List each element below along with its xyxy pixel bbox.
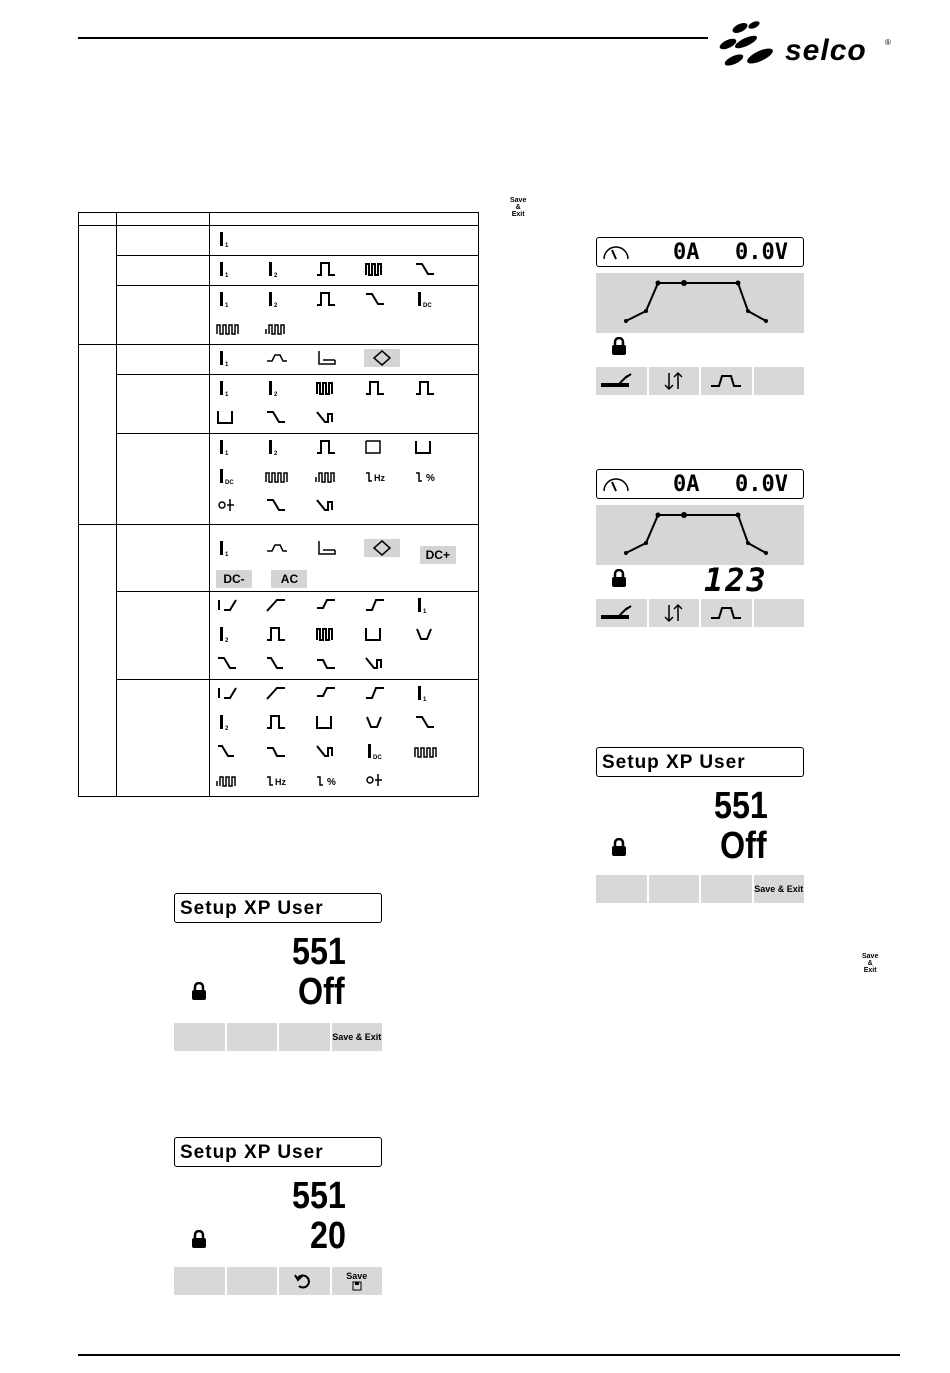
idc-icon (364, 742, 394, 760)
svg-text:%: % (326, 777, 336, 788)
softkey-3[interactable] (279, 1023, 332, 1051)
svg-text:1: 1 (225, 362, 229, 367)
softkey-1[interactable] (174, 1267, 227, 1295)
pulse-shape-icon (709, 604, 743, 622)
pulse-a-icon (414, 438, 444, 456)
slope-down-icon (265, 408, 295, 426)
pre-gas-icon (216, 596, 246, 614)
post-gas-icon (315, 742, 345, 760)
slope-down-icon (364, 290, 394, 308)
screen-title: Setup XP User (174, 893, 382, 923)
idc-icon (216, 467, 246, 485)
dc-plus-badge: DC+ (420, 546, 456, 564)
current-i2-icon (216, 713, 246, 731)
pulse-shape-icon (709, 372, 743, 390)
welding-torch-icon (599, 372, 643, 390)
pulse-pct-icon (414, 379, 444, 397)
start-pulse-train-icon (315, 467, 345, 485)
lock-icon (190, 1230, 208, 1248)
lock-icon (610, 838, 628, 856)
softkey-bar (174, 1267, 382, 1295)
up-down-button[interactable] (649, 367, 702, 395)
softkey-2[interactable] (227, 1023, 280, 1051)
pulse-fast-icon (315, 379, 345, 397)
pulse-hz-icon (265, 713, 295, 731)
meter-header (596, 469, 804, 499)
parameter-number: 551 (714, 785, 768, 827)
post-gas-icon (315, 408, 345, 426)
pulse-mode-button[interactable] (701, 367, 754, 395)
header-rule (78, 37, 708, 39)
current-i2-icon (265, 260, 295, 278)
percent-icon (414, 467, 444, 485)
start-slope2-icon (364, 596, 394, 614)
pulse-a-icon (364, 625, 394, 643)
current-readout: 0A (673, 240, 700, 265)
electrode-icon (364, 771, 394, 789)
start-slope-icon (315, 596, 345, 614)
undo-button[interactable] (279, 1267, 332, 1295)
pulse-hz-icon (315, 260, 345, 278)
post-gas-icon (315, 496, 345, 514)
welding-torch-icon (599, 604, 643, 622)
softkey-4[interactable] (754, 599, 805, 627)
save-button[interactable] (332, 1267, 383, 1295)
current-i1-icon (216, 230, 246, 248)
svg-text:1: 1 (422, 697, 427, 702)
svg-text:2: 2 (274, 273, 278, 278)
main-screen (596, 237, 804, 267)
dc-minus-badge: DC- (216, 570, 252, 588)
svg-text:2: 2 (225, 638, 229, 643)
svg-text:1: 1 (225, 303, 229, 308)
slope-down-a-icon (216, 742, 246, 760)
softkey-4[interactable] (754, 367, 805, 395)
parameter-value: Off (720, 825, 767, 867)
welding-cycle-graph (596, 505, 804, 565)
svg-text:DC: DC (225, 480, 234, 485)
percent-icon (315, 771, 345, 789)
slope-down2-icon (265, 742, 295, 760)
current-i1-icon (216, 539, 246, 557)
softkey-bar (596, 599, 804, 627)
current-i2-icon (265, 290, 295, 308)
start-pulse-train-icon (216, 771, 246, 789)
pulse-train-icon (216, 319, 246, 337)
ac-badge: AC (271, 570, 307, 588)
parameter-number: 551 (292, 931, 346, 973)
brand-name: selco (785, 34, 867, 67)
svg-text:1: 1 (225, 451, 229, 456)
frequency-hz-icon (265, 771, 295, 789)
parameter-value: 20 (310, 1215, 346, 1257)
softkey-bar (174, 1023, 382, 1051)
undo-icon (293, 1272, 315, 1290)
up-down-button[interactable] (649, 599, 702, 627)
screen-title: Setup XP User (174, 1137, 382, 1167)
footer-rule (78, 1354, 900, 1356)
meter-header (596, 237, 804, 267)
registered-mark: ® (885, 38, 891, 47)
softkey-2[interactable] (649, 875, 702, 903)
idc-icon (414, 290, 444, 308)
arc-start-icon (265, 539, 295, 557)
crater-icon (315, 349, 345, 367)
pulse-train-icon (265, 467, 295, 485)
pulse-hz-icon (315, 438, 345, 456)
save-exit-icon-top: Save & Exit (510, 197, 527, 218)
svg-text:Hz: Hz (374, 473, 386, 483)
svg-text:2: 2 (274, 303, 278, 308)
slope-down-a-icon (265, 654, 295, 672)
current-i1-icon (414, 684, 444, 702)
parameter-table (78, 212, 479, 797)
pulse-train-icon (414, 742, 444, 760)
save-label: Save (346, 1270, 368, 1281)
pulse-hz-icon (364, 379, 394, 397)
electrode-icon (216, 496, 246, 514)
welding-cycle-graph (596, 273, 804, 333)
start-slope-icon (315, 684, 345, 702)
softkey-1[interactable] (174, 1023, 227, 1051)
screen-title: Setup XP User (596, 747, 804, 777)
gauge-icon (601, 474, 631, 496)
current-i1-icon (216, 379, 246, 397)
current-i1-icon (216, 290, 246, 308)
svg-text:1: 1 (422, 609, 427, 614)
welding-process-button[interactable] (596, 599, 649, 627)
lock-icon (610, 569, 628, 587)
main-screen-with-value (596, 469, 804, 599)
svg-text:2: 2 (274, 392, 278, 397)
upslope-icon (265, 684, 295, 702)
slope-down-icon (414, 260, 444, 278)
softkey-bar (596, 367, 804, 395)
lock-icon (610, 337, 628, 355)
preset-selection-icon (364, 349, 400, 367)
pulse-balance-icon (364, 438, 394, 456)
svg-text:Hz: Hz (275, 777, 287, 787)
svg-text:2: 2 (225, 726, 229, 731)
softkey-1[interactable] (596, 875, 649, 903)
lock-icon (190, 982, 208, 1000)
current-i2-icon (265, 379, 295, 397)
softkey-3[interactable] (701, 875, 754, 903)
setup-screen-right (596, 747, 804, 894)
segment-value-display: 123 (704, 561, 768, 599)
svg-text:DC: DC (422, 303, 432, 308)
gauge-icon (601, 242, 631, 264)
parameter-number: 551 (292, 1175, 346, 1217)
current-readout: 0A (673, 472, 700, 497)
svg-text:2: 2 (274, 451, 278, 456)
frequency-hz-icon (364, 467, 394, 485)
upslope-icon (265, 596, 295, 614)
start-slope2-icon (364, 684, 394, 702)
pulse-a-icon (216, 408, 246, 426)
pre-gas-icon (216, 684, 246, 702)
save-exit-button[interactable]: Save & Exit (754, 875, 805, 903)
svg-text:1: 1 (225, 273, 229, 278)
up-down-arrows-icon (662, 603, 686, 623)
current-i1-icon (216, 349, 246, 367)
setup-screen-value (174, 1137, 382, 1281)
current-i2-icon (265, 438, 295, 456)
softkey-2[interactable] (227, 1267, 280, 1295)
pulse-mode-button[interactable] (701, 599, 754, 627)
current-i1-icon (216, 260, 246, 278)
crater-fill-icon (364, 713, 394, 731)
save-exit-button[interactable]: Save & Exit (332, 1023, 383, 1051)
pulse-fast-icon (315, 625, 345, 643)
crater-fill-icon (414, 625, 444, 643)
pulse-a-icon (315, 713, 345, 731)
voltage-readout: 0.0V (735, 240, 788, 265)
svg-text:1: 1 (225, 243, 229, 248)
current-i1-icon (414, 596, 444, 614)
start-pulse-train-icon (265, 319, 295, 337)
post-gas-icon (364, 654, 394, 672)
pulse-fast-icon (364, 260, 394, 278)
crater-icon (315, 539, 345, 557)
svg-text:%: % (425, 473, 435, 484)
save-exit-icon-bottom: Save & Exit (862, 953, 879, 974)
slope-down-icon (265, 496, 295, 514)
current-i1-icon (216, 438, 246, 456)
arc-start-icon (265, 349, 295, 367)
welding-process-button[interactable] (596, 367, 649, 395)
slope-down-icon (216, 654, 246, 672)
up-down-arrows-icon (662, 371, 686, 391)
preset-selection-icon (364, 539, 400, 557)
slope-down-icon (414, 713, 444, 731)
softkey-bar (596, 875, 804, 903)
floppy-icon (352, 1281, 362, 1291)
svg-text:DC: DC (373, 755, 383, 760)
parameter-value: Off (298, 971, 345, 1013)
slope-down2-icon (315, 654, 345, 672)
setup-screen-off (174, 893, 382, 1042)
pulse-hz-icon (315, 290, 345, 308)
svg-text:1: 1 (225, 392, 229, 397)
current-i2-icon (216, 625, 246, 643)
svg-text:1: 1 (225, 552, 229, 557)
voltage-readout: 0.0V (735, 472, 788, 497)
pulse-hz-icon (265, 625, 295, 643)
